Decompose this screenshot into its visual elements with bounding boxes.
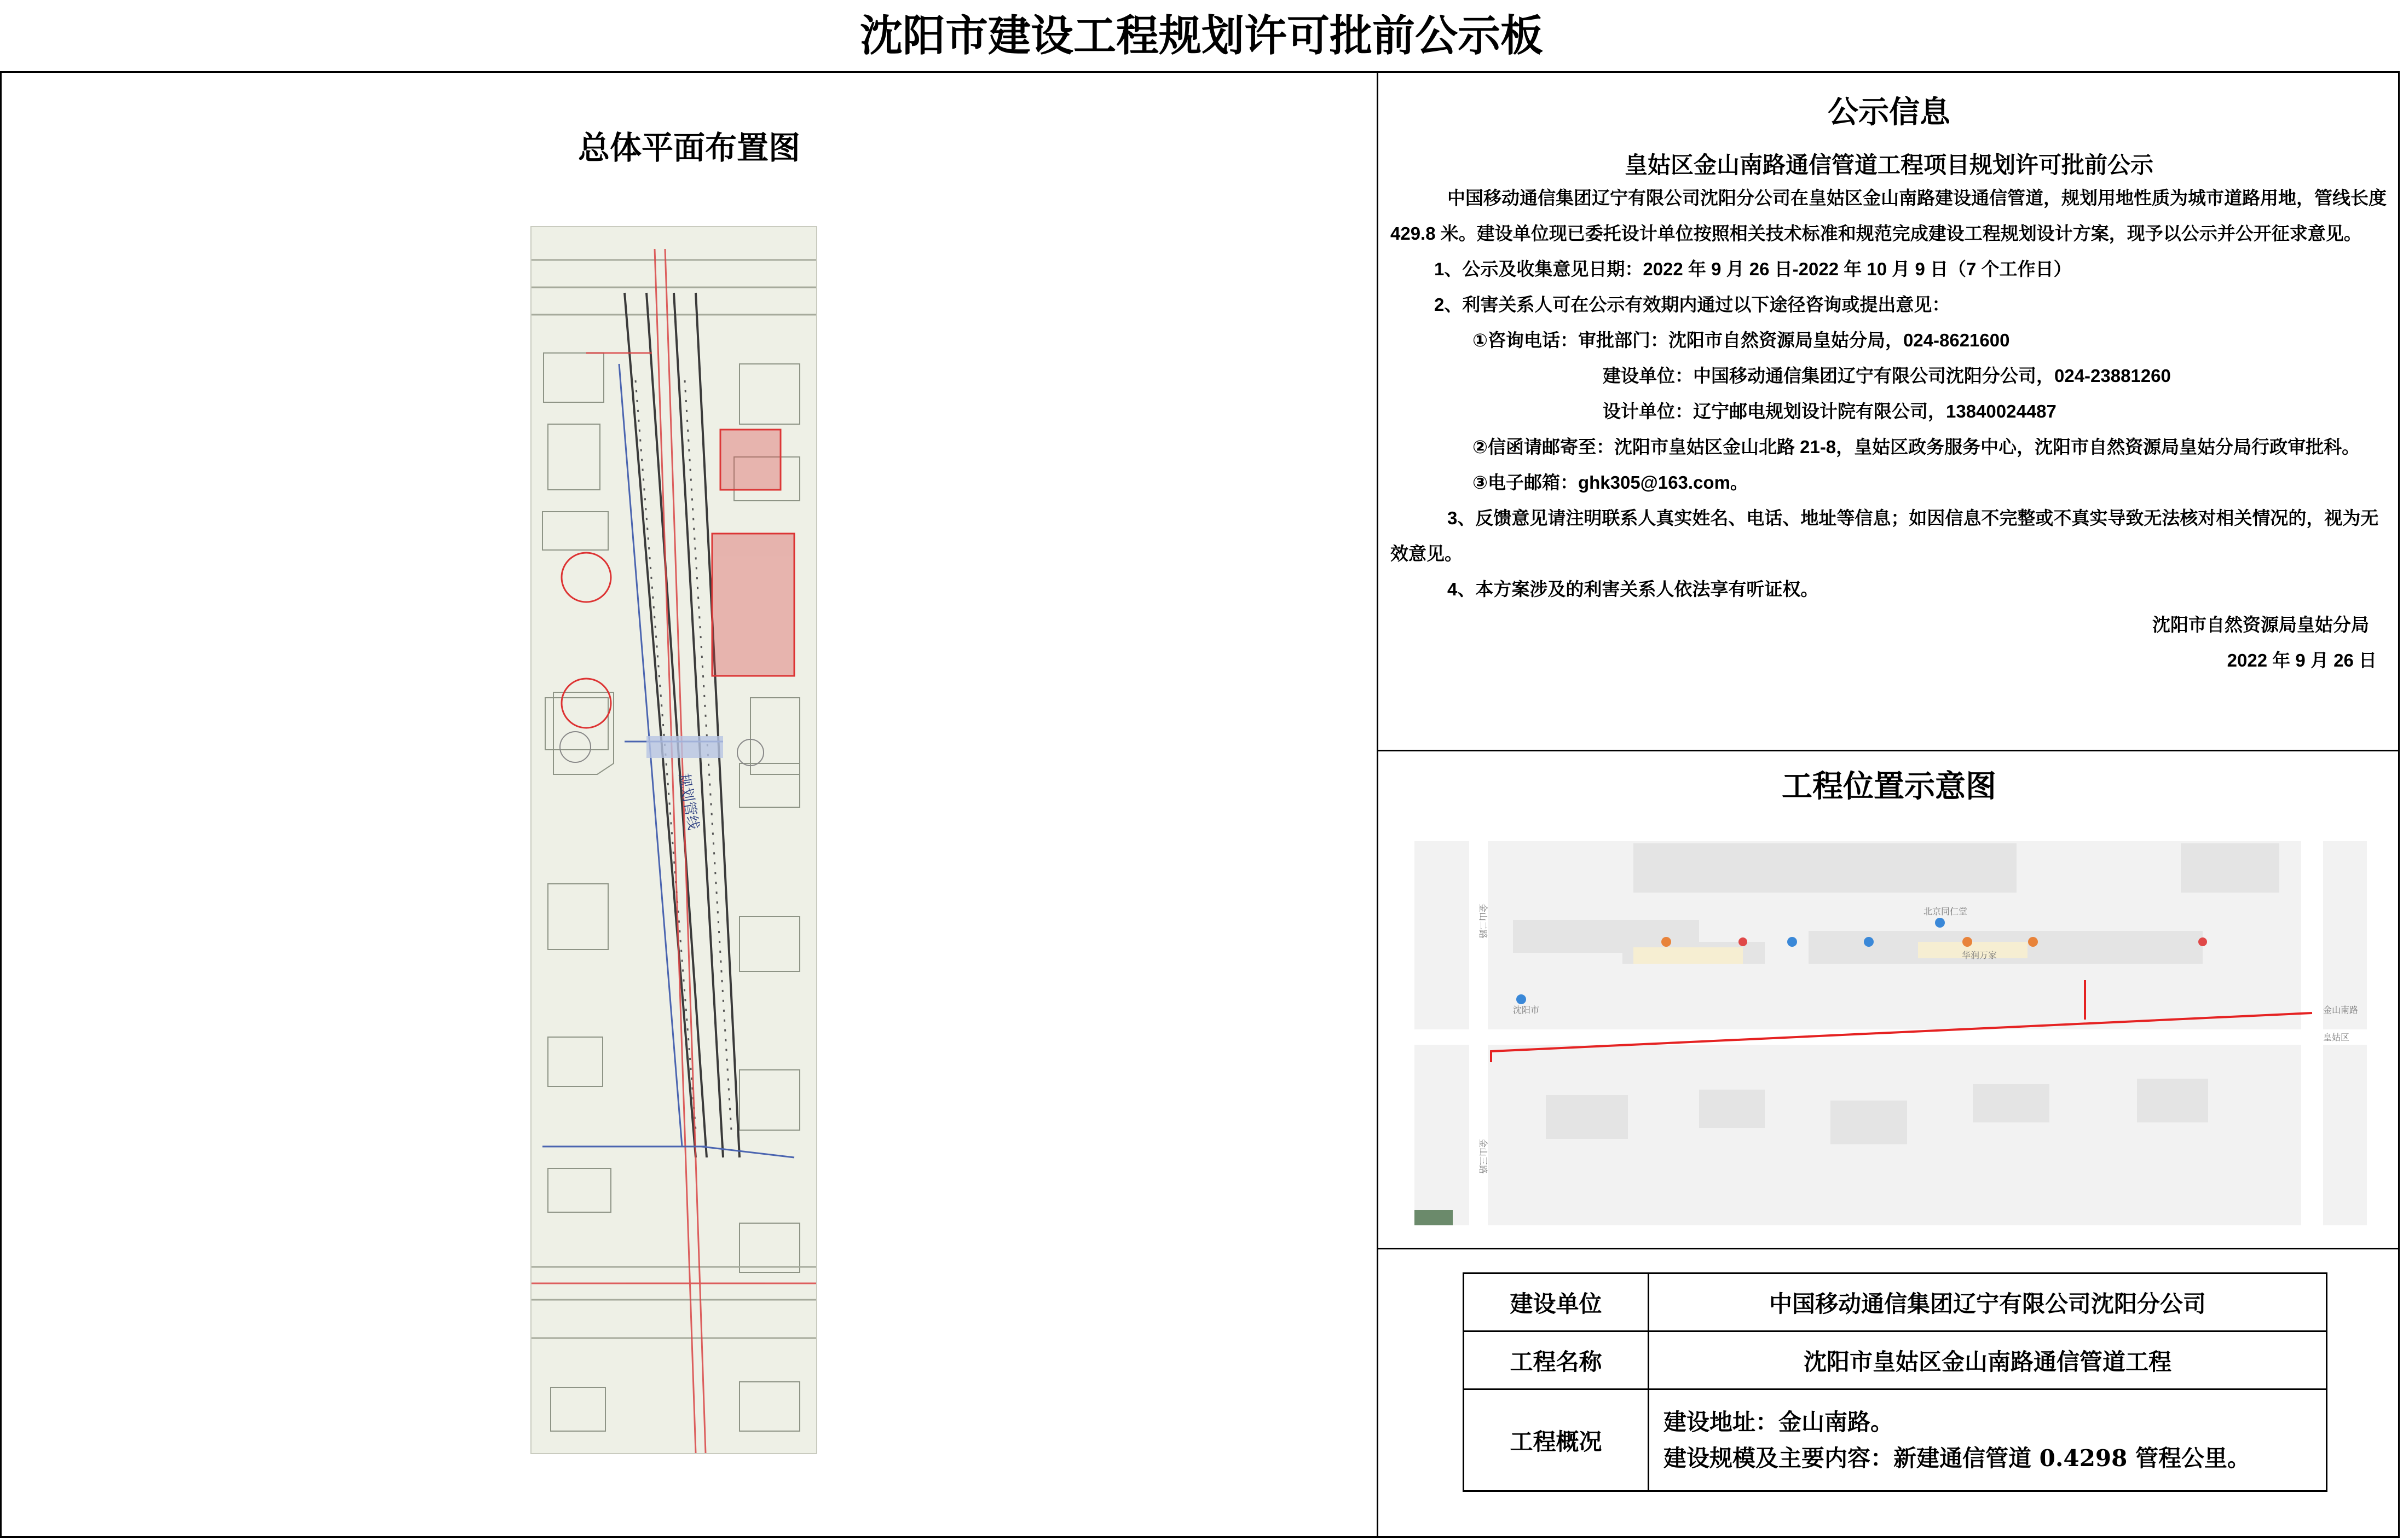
map-label-street1: 金山二路 [1478, 904, 1487, 939]
notice-title: 公示信息 [1828, 94, 1950, 130]
table-value: 中国移动通信集团辽宁有限公司沈阳分公司 [1649, 1273, 2327, 1331]
site-plan-drawing [530, 226, 817, 1454]
table-label: 工程名称 [1464, 1331, 1649, 1390]
location-map-svg [1414, 832, 2367, 1225]
table-label: 建设单位 [1464, 1273, 1649, 1331]
project-scale: 建设规模及主要内容：新建通信管道 0.4298 管程公里。 [1663, 1444, 2250, 1472]
site-plan-drawing-svg [532, 227, 816, 1453]
notice-body [1390, 180, 2389, 678]
table-row [1464, 1390, 2327, 1491]
table-row [1464, 1331, 2327, 1390]
site-plan-panel [2, 73, 1378, 1536]
info-panel [1378, 73, 2400, 1536]
map-label-road: 金山南路 [2323, 1006, 2359, 1015]
location-section [1378, 751, 2400, 1249]
plan-road-label: 规划管线 [675, 772, 702, 831]
notice-section [1378, 73, 2400, 751]
notice-date: 2022 年 9 月 26 日 [2227, 650, 2377, 670]
notice-item-2-2: ②信函请邮寄至：沈阳市皇姑区金山北路 21-8，皇姑区政务服务中心，沈阳市自然资源局皇姑分局行政审批科。 [1472, 437, 2360, 457]
table-value [1649, 1390, 2327, 1491]
map-label-shop2: 华润万家 [1962, 951, 1997, 960]
map-label-city: 沈阳市 [1513, 1006, 1540, 1015]
table-value: 沈阳市皇姑区金山南路通信管道工程 [1649, 1331, 2327, 1390]
site-plan-title: 总体平面布置图 [577, 129, 800, 166]
page-title: 沈阳市建设工程规划许可批前公示板 [859, 11, 1543, 61]
notice-item-3: 3、反馈意见请注明联系人真实姓名、电话、地址等信息；如因信息不完整或不真实导致无法核对相关情况的，视为无效意见。 [1390, 508, 2379, 564]
notice-item-2-1: ①咨询电话：审批部门：沈阳市自然资源局皇姑分局，024-8621600 [1472, 330, 2010, 350]
notice-item-2-1b: 建设单位：中国移动通信集团辽宁有限公司沈阳分公司，024-23881260 [1603, 366, 2171, 386]
table-label: 工程概况 [1464, 1390, 1649, 1491]
table-row [1464, 1273, 2327, 1331]
notice-item-4: 4、本方案涉及的利害关系人依法享有听证权。 [1447, 579, 1819, 599]
notice-item-1: 1、公示及收集意见日期：2022 年 9 月 26 日-2022 年 10 月 9 日（7 个工作日） [1434, 259, 2072, 279]
notice-item-2-3: ③电子邮箱：ghk305@163.com。 [1472, 472, 1748, 493]
notice-intro: 中国移动通信集团辽宁有限公司沈阳分公司在皇姑区金山南路建设通信管道，规划用地性质为城市道路用地，管线长度 429.8 米。建设单位现已委托设计单位按照相关技术标准和规范完成建设工程规划设计方案，现予以公示并公开征求意见。 [1390, 188, 2387, 244]
notice-item-2-1c: 设计单位：辽宁邮电规划设计院有限公司，13840024487 [1603, 401, 2057, 421]
map-label-district: 皇姑区 [2323, 1033, 2350, 1043]
notice-board [0, 71, 2400, 1538]
project-info-table [1463, 1272, 2327, 1492]
notice-subtitle: 皇姑区金山南路通信管道工程项目规划许可批前公示 [1624, 152, 2153, 178]
project-address: 建设地址：金山南路。 [1663, 1408, 1894, 1435]
notice-signature: 沈阳市自然资源局皇姑分局 [2152, 615, 2369, 635]
location-title: 工程位置示意图 [1782, 768, 1996, 804]
location-map [1414, 832, 2367, 1225]
notice-item-2: 2、利害关系人可在公示有效期内通过以下途径咨询或提出意见： [1434, 294, 1950, 315]
map-label-street2: 金山三路 [1478, 1139, 1487, 1174]
project-info-area [1378, 1249, 2400, 1539]
map-label-shop1: 北京同仁堂 [1923, 907, 1968, 917]
